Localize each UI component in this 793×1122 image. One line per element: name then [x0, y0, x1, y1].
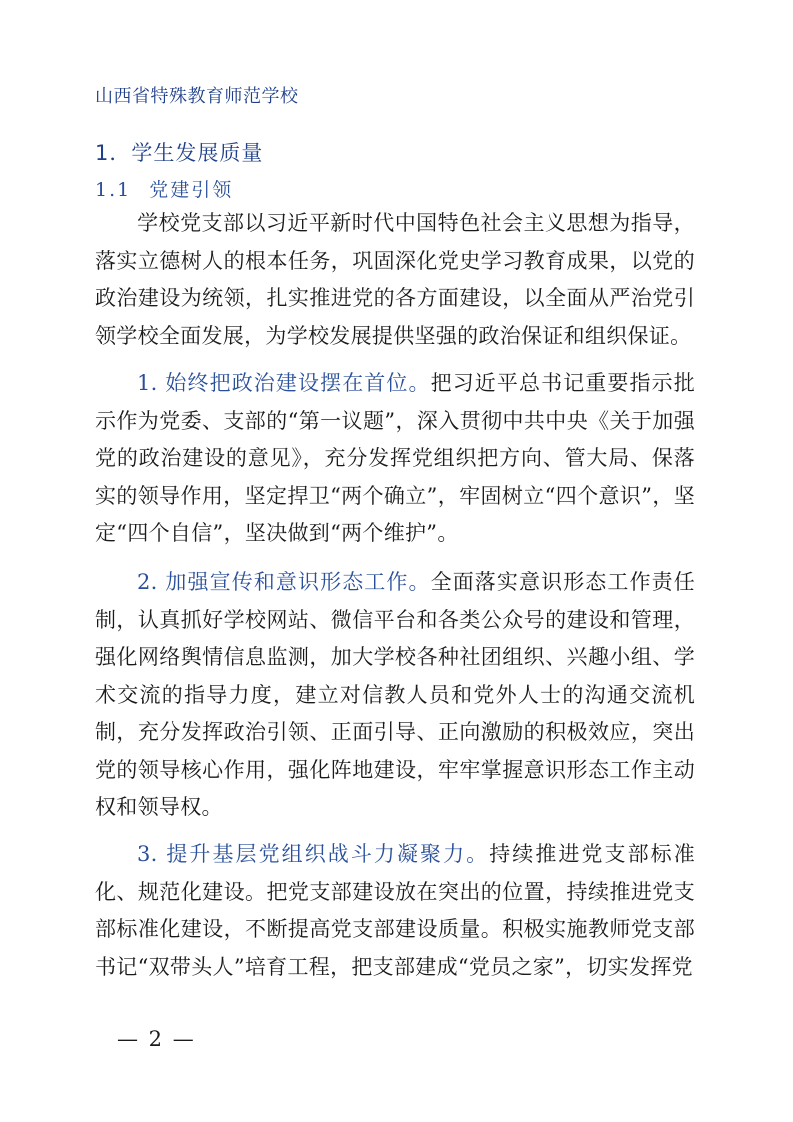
paragraph-lead: 1. 始终把政治建设摆在首位。: [137, 371, 431, 395]
subsection-title: 党建引领: [149, 179, 234, 201]
paragraph-lead: 2. 加强宣传和意识形态工作。: [137, 570, 431, 594]
section-heading: 1．学生发展质量: [95, 141, 264, 165]
page-number: — 2 —: [117, 1027, 196, 1051]
subsection-heading: [95, 175, 233, 202]
paragraph-lead: 3. 提升基层党组织战斗力凝聚力。: [137, 842, 490, 866]
paragraph-intro: [95, 205, 695, 355]
paragraph-body: 学校党支部以习近平新时代中国特色社会主义思想为指导，落实立德树人的根本任务，巩固深化党史学习教育成果，以党的政治建设为统领，扎实推进党的各方面建设，以全面从严治党引领学校全面发展，为学校发展提供坚强的政治保证和组织保证。: [95, 211, 695, 348]
paragraph-item-2: [95, 564, 695, 827]
paragraph-body: 持续推进党支部标准化、规范化建设。把党支部建设放在突出的位置，持续推进党支部标准化建设，不断提高党支部建设质量。积极实施教师党支部书记“双带头人”培育工程，把支部建成“党员之家”，切实发挥党: [95, 842, 695, 979]
school-name-header: 山西省特殊教育师范学校: [95, 86, 299, 107]
paragraph-item-3: [95, 836, 695, 986]
paragraph-body: 把习近平总书记重要指示批示作为党委、支部的“第一议题”，深入贯彻中共中央《关于加强党的政治建设的意见》，充分发挥党组织把方向、管大局、保落实的领导作用，坚定捍卫“两个确立”，牢固树立“四个意识”，坚定“四个自信”，坚决做到“两个维护”。: [95, 371, 695, 545]
subsection-number: 1.1: [95, 179, 132, 201]
paragraph-body: 全面落实意识形态工作责任制，认真抓好学校网站、微信平台和各类公众号的建设和管理，强化网络舆情信息监测，加大学校各种社团组织、兴趣小组、学术交流的指导力度，建立对信教人员和党外人士的沟通交流机制，充分发挥政治引领、正面引导、正向激励的积极效应，突出党的领导核心作用，强化阵地建设，牢牢掌握意识形态工作主动权和领导权。: [95, 570, 695, 819]
paragraph-item-1: [95, 365, 695, 553]
